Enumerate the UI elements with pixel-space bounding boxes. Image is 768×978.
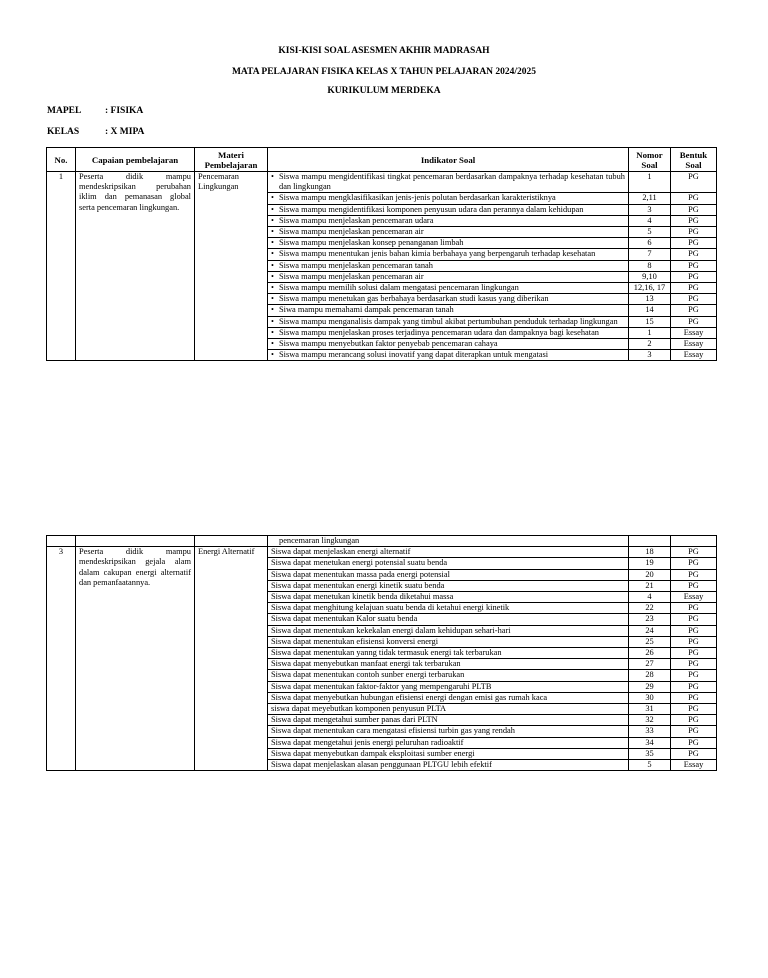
indikator-item: [271, 350, 625, 360]
nomor-soal: 1: [629, 172, 671, 193]
bentuk-soal: PG: [671, 704, 717, 715]
indikator-text: Siswa mampu menjelaskan konsep penanganan limbah: [279, 238, 464, 248]
bentuk-soal: PG: [671, 227, 717, 238]
indikator-text: Siswa dapat mengetahui jenis energi peluruhan radioaktif: [268, 737, 629, 748]
indikator-cell: [268, 172, 629, 193]
bentuk-soal: Essay: [671, 327, 717, 338]
bullet-icon: •: [271, 204, 274, 214]
capaian-pembelajaran: Peserta didik mampu mendeskripsikan perubahan iklim dan pemanasan global serta pencemaran lingkungan.: [76, 172, 195, 361]
indikator-text: Siswa dapat menentukan yanng tidak termasuk energi tak terbarukan: [268, 648, 629, 659]
header-no: No.: [47, 148, 76, 172]
bentuk-soal: Essay: [671, 350, 717, 361]
header-materi: Materi Pembelajaran: [195, 148, 268, 172]
bullet-icon: •: [271, 227, 274, 237]
indikator-text: Siswa dapat menetukan kinetik benda diketahui massa: [268, 592, 629, 603]
indikator-cell: [268, 204, 629, 215]
bullet-icon: •: [271, 316, 274, 326]
nomor-soal: 29: [629, 681, 671, 692]
header-bentuk: Bentuk Soal: [671, 148, 717, 172]
bullet-icon: •: [271, 271, 274, 281]
nomor-soal: 3: [629, 204, 671, 215]
indikator-item: [271, 294, 625, 304]
nomor-soal: 2,11: [629, 193, 671, 204]
nomor-soal: 12,16, 17: [629, 283, 671, 294]
indikator-cell: [268, 193, 629, 204]
bentuk-soal: PG: [671, 726, 717, 737]
materi-pembelajaran: Pencemaran Lingkungan: [195, 172, 268, 361]
indikator-text: Siswa mampu memilih solusi dalam mengatasi pencemaran lingkungan: [279, 283, 519, 293]
nomor-soal: 4: [629, 215, 671, 226]
nomor-soal: 26: [629, 648, 671, 659]
indikator-text: Siswa mampu menentukan jenis bahan kimia berbahaya yang berpengaruh terhadap kesehatan: [279, 249, 596, 259]
indikator-cell: [268, 271, 629, 282]
document-title: KISI-KISI SOAL ASESMEN AKHIR MADRASAH: [278, 46, 490, 56]
mapel-value: : FISIKA: [105, 106, 144, 116]
nomor-soal: 19: [629, 558, 671, 569]
nomor-soal: 9,10: [629, 271, 671, 282]
nomor-soal: 33: [629, 726, 671, 737]
indikator-item: [271, 172, 625, 192]
bullet-icon: •: [271, 350, 274, 360]
bentuk-soal: PG: [671, 294, 717, 305]
indikator-text: Siswa dapat menentukan kekekalan energi dalam kehidupan sehari-hari: [268, 625, 629, 636]
indikator-item: [271, 249, 625, 259]
nomor-soal: 2: [629, 339, 671, 350]
indikator-cell: [268, 227, 629, 238]
indikator-cell: [268, 327, 629, 338]
nomor-soal: 34: [629, 737, 671, 748]
document-subtitle: MATA PELAJARAN FISIKA KELAS X TAHUN PELAJARAN 2024/2025: [231, 67, 537, 77]
indikator-text: Siswa dapat menentukan faktor-faktor yang mempengaruhi PLTB: [268, 681, 629, 692]
materi-pembelajaran: Energi Alternatif: [195, 547, 268, 771]
nomor-soal: 4: [629, 592, 671, 603]
indikator-cell: [268, 249, 629, 260]
indikator-item: [271, 305, 625, 315]
bullet-icon: •: [271, 172, 274, 181]
indikator-cell: [268, 294, 629, 305]
indikator-cell: [268, 260, 629, 271]
bentuk-soal: PG: [671, 172, 717, 193]
continuation-text: pencemaran lingkungan: [268, 536, 629, 547]
indikator-text: Siswa dapat menentukan energi kinetik suatu benda: [268, 580, 629, 591]
indikator-cell: [268, 350, 629, 361]
bentuk-soal: PG: [671, 316, 717, 327]
bentuk-soal: PG: [671, 283, 717, 294]
kisi-kisi-table-page2: [46, 535, 717, 771]
bentuk-soal: Essay: [671, 592, 717, 603]
bentuk-soal: PG: [671, 659, 717, 670]
nomor-soal: 15: [629, 316, 671, 327]
indikator-text: Siswa mampu menyebutkan faktor penyebab pencemaran cahaya: [279, 339, 498, 349]
indikator-item: [271, 238, 625, 248]
indikator-text: Siswa dapat menentukan contoh sunber energi terbarukan: [268, 670, 629, 681]
indikator-text: Siswa mampu menetukan gas berbahaya berdasarkan studi kasus yang diberikan: [279, 294, 549, 304]
indikator-text: Siswa dapat menyebutkan hubungan efisiensi energi dengan emisi gas rumah kaca: [268, 692, 629, 703]
indikator-item: [271, 227, 625, 237]
bentuk-soal: PG: [671, 648, 717, 659]
document-curriculum: KURIKULUM MERDEKA: [327, 86, 441, 96]
indikator-cell: [268, 305, 629, 316]
bentuk-soal: PG: [671, 547, 717, 558]
indikator-text: Siswa dapat menentukan efisiensi konversi energi: [268, 636, 629, 647]
nomor-soal: 30: [629, 692, 671, 703]
indikator-text: Siswa mampu menjelaskan pencemaran tanah: [279, 260, 433, 270]
bullet-icon: •: [271, 339, 274, 349]
nomor-soal: 35: [629, 748, 671, 759]
indikator-item: [271, 261, 625, 271]
indikator-text: Siswa dapat menghitung kelajuan suatu benda di ketahui energi kinetik: [268, 603, 629, 614]
indikator-text: Siswa dapat menyebutkan dampak eksploitasi sumber energi: [268, 748, 629, 759]
indikator-text: siswa dapat meyebutkan komponen penyusun PLTA: [268, 704, 629, 715]
bullet-icon: •: [271, 260, 274, 270]
bentuk-soal: PG: [671, 204, 717, 215]
bentuk-soal: PG: [671, 715, 717, 726]
nomor-soal: 13: [629, 294, 671, 305]
indikator-item: [271, 317, 625, 327]
indikator-text: Siswa dapat menjelaskan energi alternatif: [268, 547, 629, 558]
nomor-soal: 8: [629, 260, 671, 271]
indikator-text: Siswa mampu mengidentifikasi tingkat pencemaran berdasarkan dampaknya terhadap kesehatan tubuh dan lingkungan: [279, 172, 625, 192]
indikator-text: Siswa dapat menjelaskan alasan penggunaan PLTGU lebih efektif: [268, 760, 629, 771]
bullet-icon: •: [271, 294, 274, 304]
indikator-cell: [268, 339, 629, 350]
nomor-soal: 28: [629, 670, 671, 681]
bentuk-soal: PG: [671, 558, 717, 569]
indikator-text: Siswa mampu menganalisis dampak yang timbul akibat pertumbuhan penduduk terhadap lingkungan: [279, 316, 618, 326]
nomor-soal: 22: [629, 603, 671, 614]
indikator-text: Siswa mampu menjelaskan pencemaran air: [279, 271, 424, 281]
nomor-soal: 32: [629, 715, 671, 726]
indikator-text: Siswa dapat menentukan cara mengatasi efisiensi turbin gas yang rendah: [268, 726, 629, 737]
indikator-text: Siswa mampu menjelaskan pencemaran air: [279, 227, 424, 237]
nomor-soal: 20: [629, 569, 671, 580]
bentuk-soal: PG: [671, 681, 717, 692]
bentuk-soal: PG: [671, 748, 717, 759]
continuation-row: [47, 536, 717, 547]
nomor-soal: 1: [629, 327, 671, 338]
kelas-value: : X MIPA: [105, 127, 145, 137]
indikator-text: Siwa mampu memahami dampak pencemaran tanah: [279, 305, 454, 315]
indikator-cell: [268, 316, 629, 327]
bentuk-soal: PG: [671, 614, 717, 625]
indikator-item: [271, 216, 625, 226]
kisi-kisi-table-page1: [46, 147, 717, 361]
indikator-item: [271, 272, 625, 282]
bentuk-soal: PG: [671, 215, 717, 226]
nomor-soal: 24: [629, 625, 671, 636]
table-row: [47, 172, 717, 193]
indikator-text: Siswa dapat mengetahui sumber panas dari PLTN: [268, 715, 629, 726]
indikator-text: Siswa mampu merancang solusi inovatif yang dapat diterapkan untuk mengatasi: [279, 350, 549, 360]
bentuk-soal: PG: [671, 238, 717, 249]
header-indikator: Indikator Soal: [268, 148, 629, 172]
bentuk-soal: PG: [671, 260, 717, 271]
bullet-icon: •: [271, 249, 274, 259]
bullet-icon: •: [271, 283, 274, 293]
bentuk-soal: PG: [671, 305, 717, 316]
indikator-text: Siswa mampu menjelaskan pencemaran udara: [279, 215, 434, 225]
indikator-cell: [268, 215, 629, 226]
indikator-text: Siswa dapat menentukan Kalor suatu benda: [268, 614, 629, 625]
nomor-soal: 23: [629, 614, 671, 625]
bentuk-soal: PG: [671, 625, 717, 636]
row-number: 1: [47, 172, 76, 361]
nomor-soal: 5: [629, 760, 671, 771]
bullet-icon: •: [271, 327, 274, 337]
indikator-item: [271, 193, 625, 203]
indikator-cell: [268, 283, 629, 294]
bentuk-soal: PG: [671, 580, 717, 591]
indikator-item: [271, 205, 625, 215]
kelas-label: KELAS: [47, 127, 80, 137]
row-number: 3: [47, 547, 76, 771]
bentuk-soal: PG: [671, 737, 717, 748]
indikator-item: [271, 283, 625, 293]
bentuk-soal: PG: [671, 692, 717, 703]
bentuk-soal: PG: [671, 636, 717, 647]
bentuk-soal: Essay: [671, 760, 717, 771]
indikator-text: Siswa dapat menetukan energi potensial suatu benda: [268, 558, 629, 569]
indikator-item: [271, 339, 625, 349]
nomor-soal: 27: [629, 659, 671, 670]
mapel-label: MAPEL: [47, 106, 82, 116]
indikator-text: Siswa dapat menentukan massa pada energi potensial: [268, 569, 629, 580]
header-capaian: Capaian pembelajaran: [76, 148, 195, 172]
bullet-icon: •: [271, 193, 274, 203]
bentuk-soal: PG: [671, 569, 717, 580]
bentuk-soal: PG: [671, 249, 717, 260]
indikator-text: Siswa mampu mengklasifikasikan jenis-jenis polutan berdasarkan karakteristiknya: [279, 193, 556, 203]
nomor-soal: 25: [629, 636, 671, 647]
nomor-soal: 5: [629, 227, 671, 238]
bentuk-soal: PG: [671, 271, 717, 282]
indikator-text: Siswa dapat menyebutkan manfaat energi tak terbarukan: [268, 659, 629, 670]
bentuk-soal: PG: [671, 670, 717, 681]
indikator-text: Siswa mampu mengidentifikasi komponen penyusun udara dan perannya dalam kehidupan: [279, 204, 584, 214]
nomor-soal: 3: [629, 350, 671, 361]
table-row: [47, 547, 717, 558]
bullet-icon: •: [271, 305, 274, 315]
nomor-soal: 7: [629, 249, 671, 260]
nomor-soal: 31: [629, 704, 671, 715]
indikator-text: Siswa mampu menjelaskan proses terjadinya pencemaran udara dan dampaknya bagi kesehatan: [279, 327, 599, 337]
nomor-soal: 21: [629, 580, 671, 591]
nomor-soal: 14: [629, 305, 671, 316]
bentuk-soal: Essay: [671, 339, 717, 350]
bentuk-soal: PG: [671, 603, 717, 614]
bullet-icon: •: [271, 215, 274, 225]
nomor-soal: 18: [629, 547, 671, 558]
bullet-icon: •: [271, 238, 274, 248]
indikator-cell: [268, 238, 629, 249]
bentuk-soal: PG: [671, 193, 717, 204]
capaian-pembelajaran: Peserta didik mampu mendeskripsikan gejala alam dalam cakupan energi alternatif dan pemanfaatannya.: [76, 547, 195, 771]
nomor-soal: 6: [629, 238, 671, 249]
indikator-item: [271, 328, 625, 338]
header-nomor: Nomor Soal: [629, 148, 671, 172]
